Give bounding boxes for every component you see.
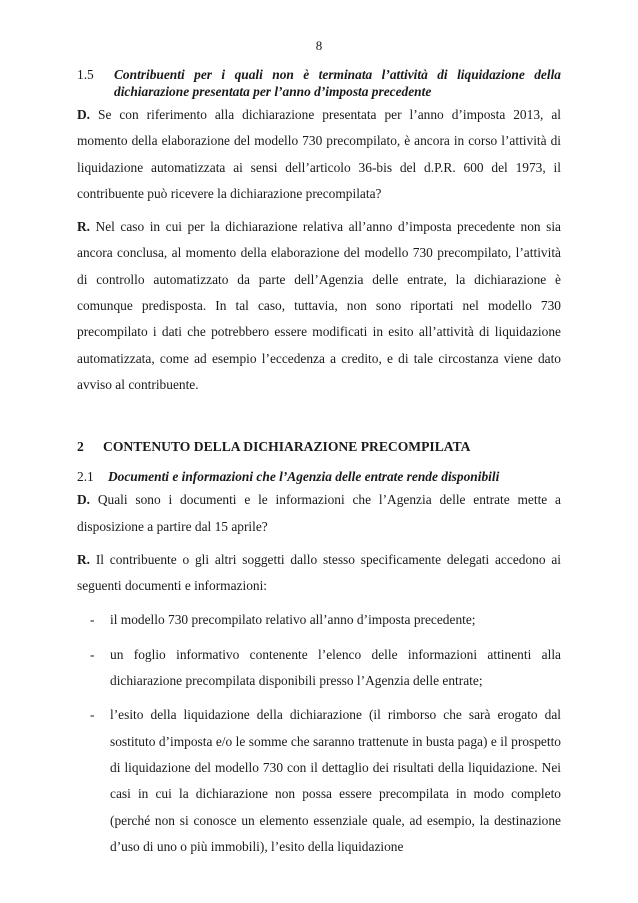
answer-text: Il contribuente o gli altri soggetti dallo stesso specificamente delegati accedono ai seguenti documenti e informazioni: xyxy=(77,551,561,594)
subsection-1-5-heading xyxy=(77,66,561,100)
answer-marker: R. xyxy=(77,219,91,235)
question-text: Quali sono i documenti e le informazioni che l’Agenzia delle entrate mette a disposizione a partire dal 15 aprile? xyxy=(77,492,561,534)
subsection-number: 2.1 xyxy=(77,469,94,485)
list-item xyxy=(77,702,561,860)
question-paragraph xyxy=(77,487,561,540)
subsection-2-1-heading xyxy=(77,468,561,485)
answer-paragraph xyxy=(77,214,561,398)
section-2-heading xyxy=(77,438,561,456)
bullet-dash: - xyxy=(90,646,95,662)
question-text: Se con riferimento alla dichiarazione presentata per l’anno d’imposta 2013, al momento della elaborazione del modello 730 precompilato, è ancora in corso l’attività di liquidazione automatizzata ai sensi dell’articolo 36-bis del d.P.R. 600 del 1973, il contribuente può ricevere la dichiarazione precompilata? xyxy=(77,107,561,201)
section-title: CONTENUTO DELLA DICHIARAZIONE PRECOMPILATA xyxy=(103,439,471,455)
subsection-title: Documenti e informazioni che l’Agenzia delle entrate rende disponibili xyxy=(108,469,500,485)
bullet-list xyxy=(77,607,561,860)
bullet-dash: - xyxy=(90,707,95,723)
question-marker: D. xyxy=(77,492,91,508)
list-item xyxy=(77,607,561,633)
question-marker: D. xyxy=(77,107,91,122)
subsection-number: 1.5 xyxy=(77,67,94,82)
list-item xyxy=(77,642,561,695)
answer-text: Nel caso in cui per la dichiarazione relativa all’anno d’imposta precedente non sia ancora conclusa, al momento della elaborazione del modello 730 precompilato, l’attività di controllo automatizzato da parte dell’Agenzia delle entrate, la dichiarazione è comunque predisposta. In tal caso, tuttavia, non sono riportati nel modello 730 precompilato i dati che potrebbero essere modificati in esito all’attività di liquidazione automatizzata, come ad esempio l’eccedenza a credito, e di tale circostanza viene dato avviso al contribuente. xyxy=(77,219,561,392)
subsection-title: Contribuenti per i quali non è terminata l’attività di liquidazione della dichiarazione presentata per l’anno d’imposta precedente xyxy=(114,67,561,99)
bullet-dash: - xyxy=(90,612,95,628)
page-number: 8 xyxy=(315,38,323,53)
page-content xyxy=(77,66,561,860)
question-paragraph xyxy=(77,102,561,207)
list-item-text: un foglio informativo contenente l’elenco delle informazioni attinenti alla dichiarazione precompilata disponibili presso l’Agenzia delle entrate; xyxy=(110,646,561,689)
answer-paragraph xyxy=(77,547,561,600)
list-item-text: il modello 730 precompilato relativo all’anno d’imposta precedente; xyxy=(110,612,476,628)
list-item-text: l’esito della liquidazione della dichiarazione (il rimborso che sarà erogato dal sostituto d’imposta e/o le somme che saranno trattenute in busta paga) e il prospetto di liquidazione del modello 730 con il dettaglio dei risultati della liquidazione. Nei casi in cui la dichiarazione non possa essere precompilata in modo completo (perché non si conosce un elemento essenziale quale, ad esempio, la destinazione d’uso di uno o più immobili), l’esito della liquidazione xyxy=(110,707,561,854)
section-number: 2 xyxy=(77,439,84,455)
answer-marker: R. xyxy=(77,551,91,567)
